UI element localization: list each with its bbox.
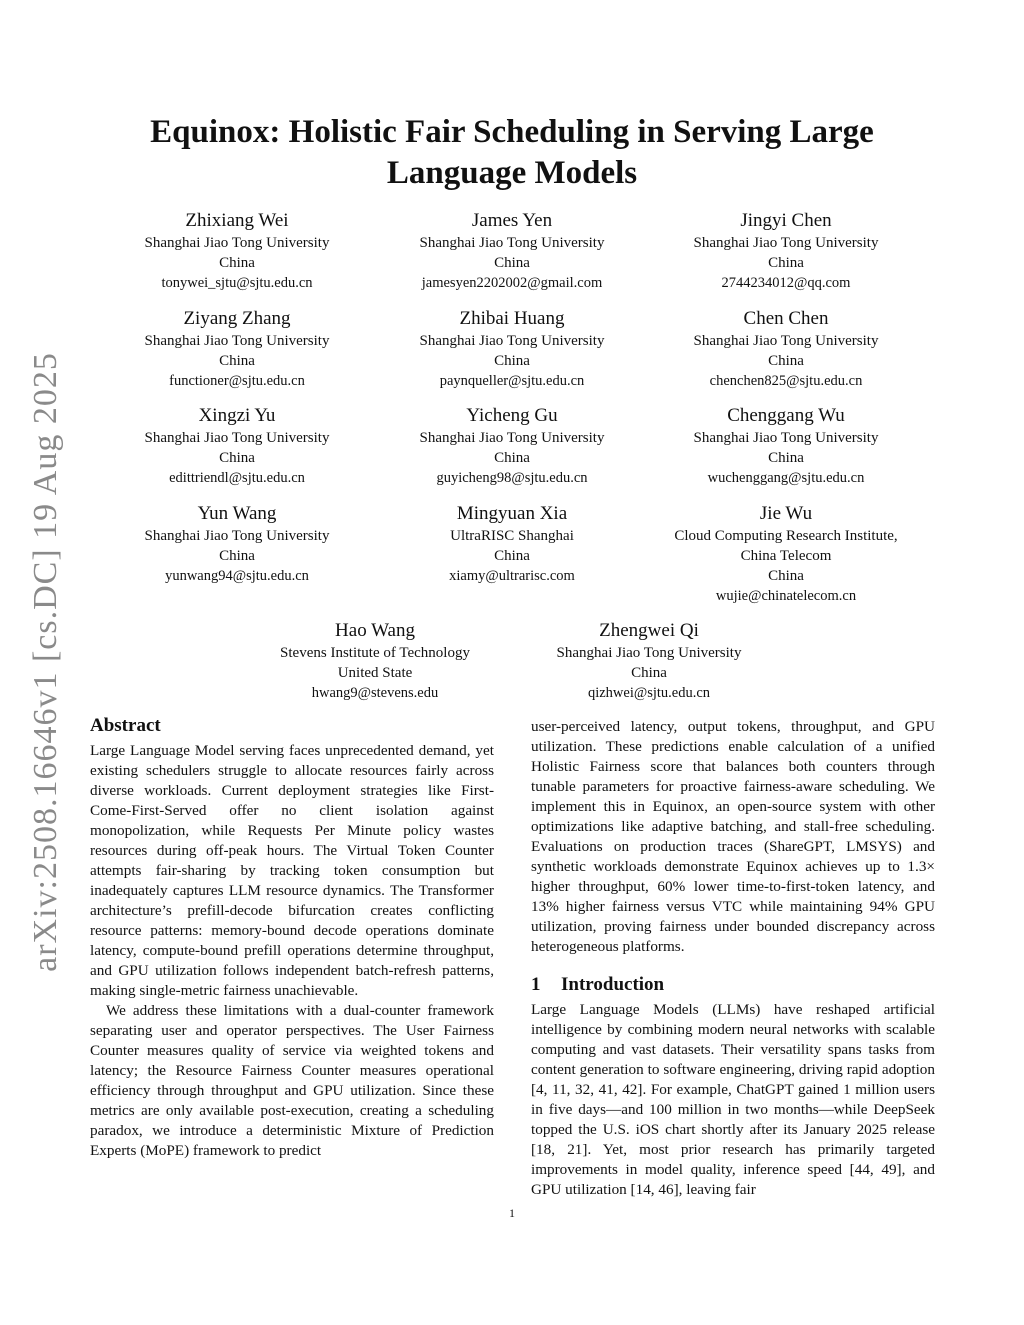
author-card — [651, 307, 921, 391]
author-country: China — [494, 353, 530, 369]
author-affiliation: Shanghai Jiao Tong University — [419, 333, 605, 349]
author-affiliation: Cloud Computing Research Institute, — [674, 528, 898, 544]
author-name: James Yen — [471, 210, 553, 231]
author-name: Chen Chen — [743, 308, 829, 329]
author-email: paynqueller@sjtu.edu.cn — [439, 373, 585, 389]
author-country: China — [219, 450, 255, 466]
author-country: United State — [337, 665, 413, 681]
author-card — [651, 404, 921, 488]
arxiv-identifier: arXiv:2508.16646v1 [cs.DC] 19 Aug 2025 — [27, 352, 64, 972]
author-card — [102, 502, 372, 586]
author-name: Jie Wu — [759, 503, 813, 524]
abstract-continuation: user-perceived latency, output tokens, throughput, and GPU utilization. These predictions enable calculation of a unified Holistic Fairness score that balances both counters through tunable parameters for proactive fairness-aware scheduling. We implement this in Equinox, an open-source system with other optimizations like adaptive batching, and stall-free scheduling. Evaluations on production traces (ShareGPT, LMSYS) and synthetic workloads demonstrate Equinox achieves up to 1.3× higher throughput, 60% lower time-to-first-token latency, and 13% higher fairness versus VTC while maintaining 94% GPU utilization, proving fairness under bounded discrepancy across heterogeneous platforms. — [531, 718, 935, 955]
author-name: Zhengwei Qi — [599, 620, 699, 641]
author-email: tonywei_sjtu@sjtu.edu.cn — [161, 275, 313, 291]
author-country: China — [768, 450, 804, 466]
author-card — [377, 307, 647, 391]
author-email: hwang9@stevens.edu — [311, 685, 439, 701]
author-affiliation: Shanghai Jiao Tong University — [144, 528, 330, 544]
author-card — [377, 404, 647, 488]
author-country: China — [219, 548, 255, 564]
author-card — [102, 209, 372, 293]
author-affiliation-line2: China Telecom — [740, 548, 832, 564]
author-affiliation: Shanghai Jiao Tong University — [144, 333, 330, 349]
author-country: China — [219, 255, 255, 271]
abstract-heading: Abstract — [90, 715, 161, 736]
author-affiliation: UltraRISC Shanghai — [450, 528, 574, 544]
author-country: China — [494, 450, 530, 466]
author-country: China — [631, 665, 667, 681]
author-card — [240, 619, 510, 703]
right-column — [531, 717, 935, 1200]
section-title: Introduction — [561, 974, 665, 995]
author-affiliation: Shanghai Jiao Tong University — [419, 235, 605, 251]
author-email: yunwang94@sjtu.edu.cn — [165, 568, 309, 584]
author-email: wujie@chinatelecom.cn — [715, 588, 857, 604]
author-affiliation: Shanghai Jiao Tong University — [419, 430, 605, 446]
author-affiliation: Shanghai Jiao Tong University — [693, 430, 879, 446]
author-email: functioner@sjtu.edu.cn — [169, 373, 305, 389]
author-affiliation: Shanghai Jiao Tong University — [144, 430, 330, 446]
author-affiliation: Stevens Institute of Technology — [280, 645, 470, 661]
author-affiliation: Shanghai Jiao Tong University — [693, 333, 879, 349]
introduction-paragraph: Large Language Models (LLMs) have reshaped artificial intelligence by combining modern neural networks with scalable computing and vast datasets. Their versatility spans tasks from content generation to software engineering, driving rapid adoption [4, 11, 32, 41, 42]. For example, ChatGPT gained 1 million users in five days—and 100 million in two months—while DeepSeek topped the U.S. iOS chart shortly after its January 2025 release [18, 21]. Yet, most prior research has primarily targeted improvements in model quality, inference speed [44, 49], and GPU utilization [14, 46], leaving fair — [531, 1001, 935, 1198]
author-card — [377, 209, 647, 293]
author-email: jamesyen2202002@gmail.com — [421, 275, 603, 291]
section-number: 1 — [531, 974, 541, 995]
author-name: Mingyuan Xia — [456, 503, 568, 524]
abstract-paragraph: Large Language Model serving faces unprecedented demand, yet existing schedulers struggle to allocate resources fairly across diverse workloads. Current deployment strategies like First-Come-First-Served offer no client isolation against monopolization, while Requests Per Minute policy wastes resources during off-peak hours. The Virtual Token Counter attempts fair-sharing by tracking token consumption but inadequately captures LLM resource dynamics. The Transformer architecture’s prefill-decode bifurcation creates conflicting resource patterns: memory-bound decode operations dominate latency, compute-bound prefill operations determine throughput, and GPU utilization follows independent batch-refresh patterns, making single-metric fairness unachievable. — [90, 742, 494, 999]
author-card — [102, 404, 372, 488]
abstract-paragraph: We address these limitations with a dual-counter framework separating user and operator perspectives. The User Fairness Counter measures quality of service via weighted tokens and latency; the Resource Fairness Counter measures operational efficiency through throughput and GPU utilization. Since these metrics are only available post-execution, creating a scheduling paradox, we introduce a deterministic Mixture of Prediction Experts (MoPE) framework to predict — [90, 1002, 494, 1159]
author-country: China — [494, 255, 530, 271]
author-country: China — [768, 568, 804, 584]
author-email: chenchen825@sjtu.edu.cn — [709, 373, 863, 389]
author-affiliation: Shanghai Jiao Tong University — [693, 235, 879, 251]
author-email: guyicheng98@sjtu.edu.cn — [436, 470, 588, 486]
author-name: Zhibai Huang — [459, 308, 565, 329]
author-affiliation: Shanghai Jiao Tong University — [556, 645, 742, 661]
author-country: China — [219, 353, 255, 369]
author-name: Hao Wang — [335, 620, 415, 641]
author-email: qizhwei@sjtu.edu.cn — [587, 685, 711, 701]
left-column — [90, 714, 494, 1161]
introduction-heading — [531, 973, 935, 997]
author-card — [102, 307, 372, 391]
author-email: xiamy@ultrarisc.com — [449, 568, 575, 584]
author-name: Yicheng Gu — [466, 405, 558, 426]
author-card — [651, 209, 921, 293]
author-name: Jingyi Chen — [740, 210, 832, 231]
author-email: edittriendl@sjtu.edu.cn — [169, 470, 305, 486]
author-card — [377, 502, 647, 586]
author-name: Xingzi Yu — [198, 405, 276, 426]
author-country: China — [494, 548, 530, 564]
author-name: Chenggang Wu — [727, 405, 845, 426]
paper-title: Equinox: Holistic Fair Scheduling in Serving Large Language Models — [150, 114, 874, 191]
author-card — [651, 502, 921, 606]
author-email: wuchenggang@sjtu.edu.cn — [707, 470, 865, 486]
page-number: 1 — [509, 1206, 515, 1220]
author-country: China — [768, 255, 804, 271]
author-name: Zhixiang Wei — [185, 210, 289, 231]
author-name: Ziyang Zhang — [183, 308, 291, 329]
author-email: 2744234012@qq.com — [721, 275, 851, 291]
author-country: China — [768, 353, 804, 369]
author-affiliation: Shanghai Jiao Tong University — [144, 235, 330, 251]
author-card — [514, 619, 784, 703]
author-name: Yun Wang — [197, 503, 277, 524]
